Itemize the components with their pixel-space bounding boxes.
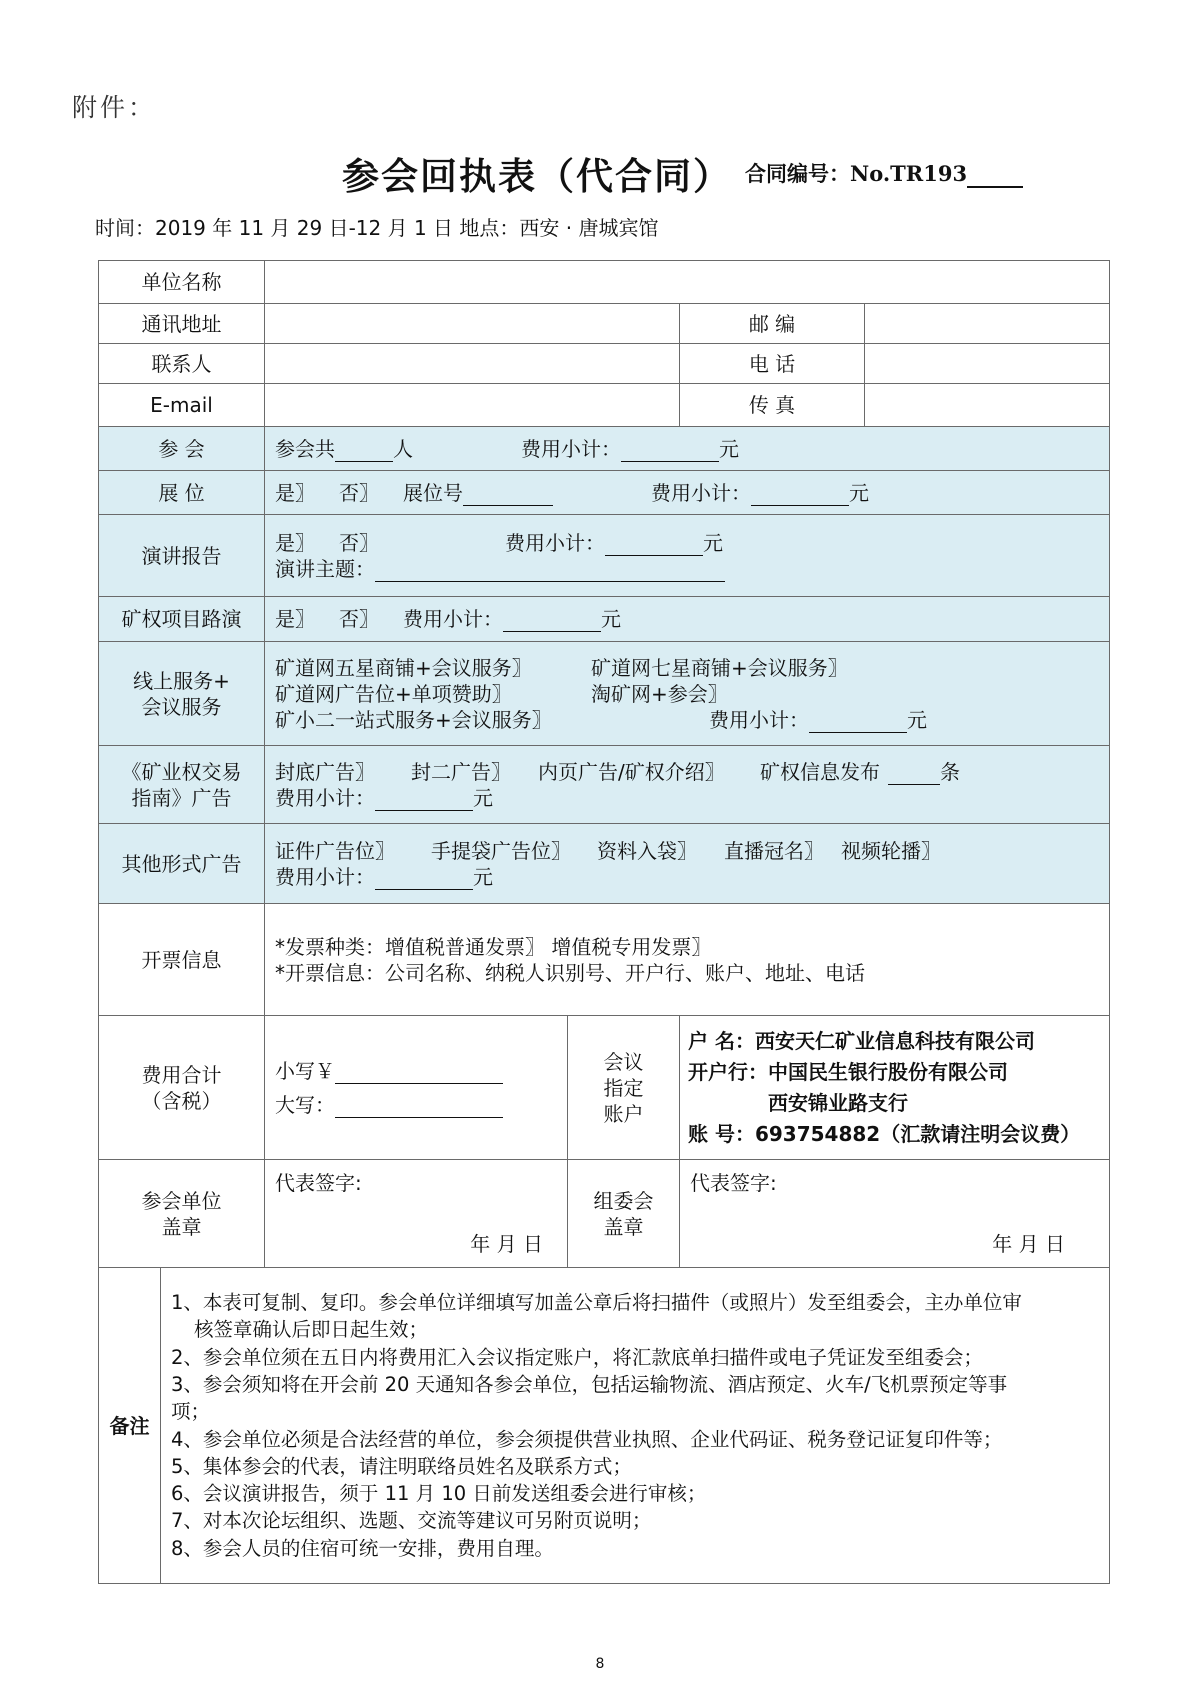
guide-label	[99, 746, 265, 824]
contract-number-blank[interactable]	[967, 168, 1023, 188]
guide-fee-unit: 元	[473, 785, 493, 810]
account-name: 户 名：西安天仁矿业信息科技有限公司	[688, 1028, 1035, 1053]
unit-sign-date: 年 月 日	[470, 1232, 543, 1256]
note-3: 3、参会须知将在开会前 20 天通知各参会单位，包括运输物流、酒店预定、火车/飞机票预定等事	[171, 1372, 1008, 1396]
attachment-label: 附件：	[72, 93, 157, 122]
online-label-line1: 线上服务+	[133, 668, 230, 693]
postcode-label: 邮 编	[680, 304, 865, 344]
booth-fee-label: 费用小计：	[651, 480, 751, 505]
guide-field[interactable]	[265, 746, 1110, 824]
attend-count-label: 参会共	[275, 436, 335, 461]
attend-count-blank[interactable]	[335, 443, 393, 462]
guide-option-3[interactable]: 内页广告/矿权介绍〗	[538, 759, 725, 784]
booth-field[interactable]	[265, 471, 1110, 515]
attend-label: 参 会	[99, 427, 265, 471]
total-big-blank[interactable]	[335, 1099, 503, 1118]
title-row	[0, 140, 1200, 200]
other-option-1[interactable]: 证件广告位〗	[275, 838, 395, 863]
roadshow-no-checkbox[interactable]: 否〗	[339, 607, 379, 631]
online-fee-blank[interactable]	[809, 714, 907, 733]
org-seal-label-line2: 盖章	[603, 1214, 644, 1239]
online-label-line2: 会议服务	[141, 694, 222, 719]
guide-option-1[interactable]: 封底广告〗	[275, 759, 375, 784]
invoice-type-line[interactable]: *发票种类：增值税普通发票〗 增值税专用发票〗	[275, 934, 712, 959]
roadshow-yes-checkbox[interactable]: 是〗	[275, 607, 315, 631]
org-seal-label-line1: 组委会	[593, 1188, 654, 1213]
speech-topic-blank[interactable]	[375, 563, 725, 582]
phone-field[interactable]	[865, 344, 1110, 384]
account-label-line1: 会议	[603, 1049, 644, 1074]
roadshow-fee-blank[interactable]	[503, 613, 601, 632]
org-signature-field[interactable]	[680, 1160, 1110, 1268]
online-field[interactable]	[265, 642, 1110, 746]
online-option-3[interactable]: 矿道网广告位+单项赞助〗	[275, 681, 512, 706]
guide-count-blank[interactable]	[888, 766, 940, 785]
note-3-cont: 项；	[171, 1400, 211, 1424]
account-label-line3: 账户	[603, 1101, 644, 1126]
email-field[interactable]	[265, 384, 680, 427]
unit-seal-label	[99, 1160, 265, 1268]
booth-fee-unit: 元	[849, 480, 869, 505]
total-field[interactable]	[265, 1016, 568, 1160]
online-label	[99, 642, 265, 746]
speech-fee-unit: 元	[703, 530, 723, 555]
notes-label: 备注	[99, 1268, 161, 1584]
total-small-label: 小写￥	[275, 1058, 335, 1083]
speech-label: 演讲报告	[99, 515, 265, 597]
guide-fee-blank[interactable]	[375, 792, 473, 811]
note-4: 4、参会单位必须是合法经营的单位，参会须提供营业执照、企业代码证、税务登记证复印件等；	[171, 1427, 1003, 1451]
phone-label: 电 话	[680, 344, 865, 384]
account-label	[568, 1016, 680, 1160]
row-booth	[99, 471, 1110, 515]
online-fee-label: 费用小计：	[709, 707, 809, 732]
unit-signature-field[interactable]	[265, 1160, 568, 1268]
fax-field[interactable]	[865, 384, 1110, 427]
notes-content	[161, 1268, 1110, 1584]
unit-seal-label-line1: 参会单位	[141, 1188, 222, 1213]
speech-topic-label: 演讲主题：	[275, 556, 375, 581]
note-1: 1、本表可复制、复印。参会单位详细填写加盖公章后将扫描件（或照片）发至组委会，主办单位审	[171, 1291, 1022, 1315]
note-2: 2、参会单位须在五日内将费用汇入会议指定账户，将汇款底单扫描件或电子凭证发至组委会；	[171, 1345, 983, 1369]
online-fee-unit: 元	[907, 707, 927, 732]
unit-name-label: 单位名称	[99, 261, 265, 304]
other-option-5[interactable]: 视频轮播〗	[841, 838, 941, 863]
attend-count-unit: 人	[393, 436, 413, 461]
contract-number	[745, 158, 1023, 188]
booth-label: 展 位	[99, 471, 265, 515]
speech-yes-checkbox[interactable]: 是〗	[275, 530, 315, 555]
unit-name-field[interactable]	[265, 261, 1110, 304]
row-contact	[99, 344, 1110, 384]
attend-fee-blank[interactable]	[621, 443, 719, 462]
account-bank: 开户行：中国民生银行股份有限公司	[688, 1059, 1008, 1084]
unit-seal-label-line2: 盖章	[161, 1214, 202, 1239]
attend-fee-unit: 元	[719, 436, 739, 461]
other-option-3[interactable]: 资料入袋〗	[597, 838, 697, 863]
contract-number-label: 合同编号：No.TR193	[745, 161, 968, 186]
guide-label-line1: 《矿业权交易	[121, 759, 242, 784]
other-fee-label: 费用小计：	[275, 864, 375, 889]
note-8: 8、参会人员的住宿可统一安排，费用自理。	[171, 1536, 554, 1560]
other-ads-field[interactable]	[265, 824, 1110, 904]
row-unit-name	[99, 261, 1110, 304]
account-info	[680, 1016, 1110, 1160]
note-5: 5、集体参会的代表，请注明联络员姓名及联系方式；	[171, 1454, 632, 1478]
row-speech	[99, 515, 1110, 597]
total-label	[99, 1016, 265, 1160]
row-sign	[99, 1160, 1110, 1268]
account-branch: 西安锦业路支行	[768, 1090, 908, 1115]
other-fee-unit: 元	[473, 864, 493, 889]
row-total	[99, 1016, 1110, 1160]
contact-field[interactable]	[265, 344, 680, 384]
address-field[interactable]	[265, 304, 680, 344]
roadshow-fee-unit: 元	[601, 607, 621, 631]
booth-number-blank[interactable]	[463, 487, 553, 506]
other-option-4[interactable]: 直播冠名〗	[724, 838, 824, 863]
invoice-field[interactable]	[265, 904, 1110, 1016]
postcode-field[interactable]	[865, 304, 1110, 344]
org-rep-signature-label: 代表签字:	[690, 1171, 777, 1195]
contact-label: 联系人	[99, 344, 265, 384]
row-online	[99, 642, 1110, 746]
org-seal-label	[568, 1160, 680, 1268]
attend-fee-label: 费用小计：	[521, 436, 621, 461]
other-ads-label: 其他形式广告	[99, 824, 265, 904]
unit-rep-signature-label: 代表签字:	[275, 1171, 362, 1195]
email-label: E-mail	[99, 384, 265, 427]
guide-fee-label: 费用小计：	[275, 785, 375, 810]
roadshow-field[interactable]	[265, 597, 1110, 642]
row-notes	[99, 1268, 1110, 1584]
roadshow-label: 矿权项目路演	[99, 597, 265, 642]
total-label-line2: （含税）	[141, 1088, 222, 1113]
row-email	[99, 384, 1110, 427]
attend-field[interactable]	[265, 427, 1110, 471]
guide-label-line2: 指南》广告	[131, 785, 232, 810]
invoice-info-line: *开票信息：公司名称、纳税人识别号、开户行、账户、地址、电话	[275, 960, 865, 985]
meeting-time-place: 时间：2019 年 11 月 29 日-12 月 1 日 地点：西安 · 唐城宾馆	[95, 216, 659, 240]
guide-option-4[interactable]: 矿权信息发布	[760, 759, 880, 784]
guide-count-unit: 条	[940, 759, 960, 784]
booth-number-label: 展位号	[403, 480, 463, 505]
booth-no-checkbox[interactable]: 否〗	[339, 480, 379, 505]
row-attend	[99, 427, 1110, 471]
booth-fee-blank[interactable]	[751, 487, 849, 506]
other-fee-blank[interactable]	[375, 871, 473, 890]
row-invoice	[99, 904, 1110, 1016]
row-roadshow	[99, 597, 1110, 642]
booth-yes-checkbox[interactable]: 是〗	[275, 480, 315, 505]
speech-no-checkbox[interactable]: 否〗	[339, 530, 379, 555]
roadshow-fee-label: 费用小计：	[403, 607, 503, 631]
address-label: 通讯地址	[99, 304, 265, 344]
online-option-4[interactable]: 淘矿网+参会〗	[591, 681, 728, 706]
registration-form	[98, 260, 1110, 1584]
fax-label: 传 真	[680, 384, 865, 427]
row-address	[99, 304, 1110, 344]
online-option-5[interactable]: 矿小二一站式服务+会议服务〗	[275, 707, 552, 732]
page-number: 8	[595, 1656, 605, 1672]
speech-field[interactable]	[265, 515, 1110, 597]
account-number: 账 号：693754882（汇款请注明会议费）	[688, 1121, 1081, 1146]
total-label-line1: 费用合计	[141, 1062, 222, 1087]
invoice-label: 开票信息	[99, 904, 265, 1016]
note-1-cont: 核签章确认后即日起生效；	[194, 1318, 429, 1342]
note-7: 7、对本次论坛组织、选题、交流等建议可另附页说明；	[171, 1509, 652, 1533]
page-title: 参会回执表（代合同）	[342, 155, 732, 198]
total-big-label: 大写：	[275, 1092, 335, 1117]
account-label-line2: 指定	[603, 1075, 644, 1100]
total-small-blank[interactable]	[335, 1065, 503, 1084]
speech-fee-blank[interactable]	[605, 537, 703, 556]
note-6: 6、会议演讲报告，须于 11 月 10 日前发送组委会进行审核；	[171, 1482, 707, 1506]
speech-fee-label: 费用小计：	[505, 530, 605, 555]
other-option-2[interactable]: 手提袋广告位〗	[431, 838, 571, 863]
row-guide	[99, 746, 1110, 824]
guide-option-2[interactable]: 封二广告〗	[411, 759, 511, 784]
online-option-2[interactable]: 矿道网七星商铺+会议服务〗	[591, 655, 848, 680]
org-sign-date: 年 月 日	[992, 1232, 1065, 1256]
row-other-ads	[99, 824, 1110, 904]
online-option-1[interactable]: 矿道网五星商铺+会议服务〗	[275, 655, 532, 680]
